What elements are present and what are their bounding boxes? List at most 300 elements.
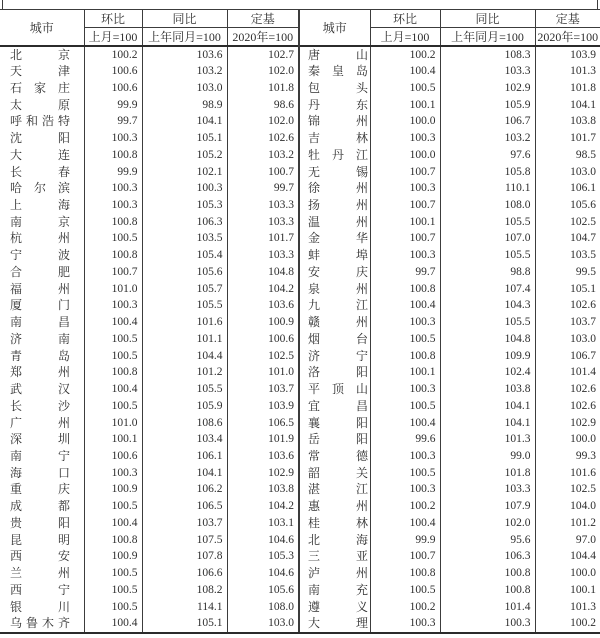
city-name: 兰 州 [10,566,70,581]
city-cell [0,79,84,96]
city-name: 长 春 [10,164,70,179]
city-cell [300,63,370,80]
yoy-value-cell: 104.8 [440,330,535,347]
city-name: 长 沙 [10,398,70,413]
yoy-value-cell: 105.9 [142,397,227,414]
price-table-right [300,10,600,632]
yoy-value-cell: 104.1 [142,113,227,130]
city-cell [300,314,370,331]
header-yoy: 同比 [440,10,535,28]
fixed-value-cell: 104.0 [570,500,596,513]
city-cell [0,548,84,565]
table-row [0,280,298,297]
city-cell [300,163,370,180]
table-row [300,531,600,548]
mom-value-cell: 100.8 [84,531,142,548]
city-name: 扬 州 [308,197,368,212]
table-row [300,431,600,448]
city-cell [300,297,370,314]
city-cell [0,130,84,147]
header-city: 城市 [0,10,84,46]
header-row-1 [300,10,600,28]
city-cell [300,330,370,347]
fixed-value-cell: 102.6 [268,132,294,145]
yoy-value-cell: 104.4 [142,347,227,364]
fixed-value-cell: 104.6 [268,533,294,546]
table-row [300,247,600,264]
city-name: 上 海 [10,197,70,212]
fixed-value-cell: 101.3 [570,65,596,78]
yoy-value-cell: 106.5 [142,498,227,515]
table-row [300,498,600,515]
header-row-1 [0,10,298,28]
fixed-value-cell: 103.9 [268,399,294,412]
header-mom-base: 上月=100 [84,28,142,47]
yoy-value-cell: 104.3 [440,297,535,314]
city-cell [0,146,84,163]
fixed-value-cell: 98.6 [273,98,294,111]
fixed-value-cell: 103.0 [570,165,596,178]
fixed-value-cell: 102.5 [268,349,294,362]
city-name: 唐 山 [308,47,368,62]
mom-value-cell: 100.6 [84,79,142,96]
yoy-value-cell: 108.3 [440,46,535,63]
fixed-value-cell: 105.1 [570,282,596,295]
city-name: 洛 阳 [308,365,368,380]
yoy-value-cell: 101.3 [440,431,535,448]
fixed-value-cell: 101.3 [570,600,596,613]
city-cell [0,297,84,314]
table-row [300,96,600,113]
mom-value-cell: 100.0 [370,113,440,130]
city-cell [0,397,84,414]
table-row [0,230,298,247]
yoy-value-cell: 104.1 [440,397,535,414]
city-name: 温 州 [308,214,368,229]
yoy-value-cell: 105.3 [142,197,227,214]
yoy-value-cell: 106.7 [440,113,535,130]
yoy-value-cell: 108.6 [142,414,227,431]
mom-value-cell: 100.7 [370,197,440,214]
table-row [300,297,600,314]
table-row [0,414,298,431]
fixed-value-cell: 105.6 [268,583,294,596]
city-cell [0,197,84,214]
city-name: 包 头 [308,80,368,95]
yoy-value-cell: 105.8 [440,163,535,180]
yoy-value-cell: 101.4 [440,598,535,615]
mom-value-cell: 100.6 [84,448,142,465]
price-table-left [0,10,298,632]
city-cell [0,280,84,297]
mom-value-cell: 100.8 [84,364,142,381]
mom-value-cell: 100.3 [84,297,142,314]
table-row [0,448,298,465]
fixed-value-cell: 103.7 [268,383,294,396]
city-name: 南 京 [10,214,70,229]
city-cell [300,548,370,565]
yoy-value-cell: 98.8 [440,264,535,281]
city-cell [300,582,370,599]
mom-value-cell: 100.9 [84,481,142,498]
header-city: 城市 [300,10,370,46]
city-name: 合 肥 [10,264,70,279]
fixed-value-cell: 100.0 [570,433,596,446]
fixed-value-cell: 104.2 [268,282,294,295]
city-cell [0,531,84,548]
table-row [0,431,298,448]
mom-value-cell: 100.4 [370,297,440,314]
table-row [300,565,600,582]
fixed-value-cell: 102.0 [268,115,294,128]
yoy-value-cell: 105.5 [440,314,535,331]
mom-value-cell: 100.5 [84,397,142,414]
mom-value-cell: 100.5 [84,498,142,515]
mom-value-cell: 100.1 [370,213,440,230]
header-mom-base: 上月=100 [370,28,440,47]
table-row [0,397,298,414]
mom-value-cell: 100.3 [370,481,440,498]
table-row [0,565,298,582]
city-cell [0,96,84,113]
city-name: 沈 阳 [10,131,70,146]
table-row [0,381,298,398]
city-cell [0,615,84,632]
city-cell [300,481,370,498]
city-cell [300,230,370,247]
fixed-value-cell: 104.2 [268,500,294,513]
fixed-value-cell: 102.9 [570,416,596,429]
yoy-value-cell: 105.1 [142,130,227,147]
city-name: 泸 州 [308,566,368,581]
mom-value-cell: 100.2 [84,46,142,63]
header-yoy: 同比 [142,10,227,28]
yoy-value-cell: 102.1 [142,163,227,180]
city-cell [300,113,370,130]
mom-value-cell: 100.5 [370,330,440,347]
city-name: 郑 州 [10,365,70,380]
fixed-value-cell: 104.4 [570,550,596,563]
mom-value-cell: 100.4 [84,381,142,398]
fixed-value-cell: 102.6 [570,383,596,396]
mom-value-cell: 100.1 [370,364,440,381]
fixed-value-cell: 101.8 [268,81,294,94]
city-name: 杭 州 [10,231,70,246]
city-name: 成 都 [10,499,70,514]
city-name: 昆 明 [10,532,70,547]
fixed-value-cell: 103.8 [570,115,596,128]
yoy-value-cell: 105.2 [142,146,227,163]
table-row [0,464,298,481]
city-name: 襄 阳 [308,415,368,430]
mom-value-cell: 100.4 [370,63,440,80]
city-name: 吉 林 [308,131,368,146]
fixed-value-cell: 100.7 [268,165,294,178]
yoy-value-cell: 101.8 [440,464,535,481]
city-cell [300,464,370,481]
table-row [0,63,298,80]
table-row [0,548,298,565]
yoy-value-cell: 106.3 [440,548,535,565]
yoy-value-cell: 104.1 [142,464,227,481]
city-cell [0,314,84,331]
city-name: 惠 州 [308,499,368,514]
mom-value-cell: 100.8 [84,213,142,230]
table-row [300,598,600,615]
city-name: 西 宁 [10,582,70,597]
fixed-value-cell: 103.3 [268,249,294,262]
fixed-value-cell: 101.8 [570,81,596,94]
city-name: 太 原 [10,97,70,112]
mom-value-cell: 100.5 [370,79,440,96]
city-name: 桂 林 [308,515,368,530]
city-cell [0,498,84,515]
city-name: 泉 州 [308,281,368,296]
yoy-value-cell: 103.0 [142,79,227,96]
mom-value-cell: 99.9 [370,531,440,548]
table-row [300,146,600,163]
fixed-value-cell: 102.7 [268,48,294,61]
mom-value-cell: 100.5 [84,347,142,364]
table-row [0,531,298,548]
table-row [0,582,298,599]
mom-value-cell: 100.2 [370,46,440,63]
yoy-value-cell: 100.8 [440,582,535,599]
fixed-value-cell: 103.7 [570,316,596,329]
city-cell [300,515,370,532]
city-price-index-tables [0,9,600,634]
yoy-value-cell: 103.4 [142,431,227,448]
city-cell [300,531,370,548]
mom-value-cell: 100.1 [370,96,440,113]
yoy-value-cell: 105.5 [142,297,227,314]
yoy-value-cell: 103.8 [440,381,535,398]
city-name: 徐 州 [308,181,368,196]
city-name: 烟 台 [308,331,368,346]
mom-value-cell: 100.5 [84,230,142,247]
city-name: 宜 昌 [308,398,368,413]
table-row [0,197,298,214]
city-cell [300,347,370,364]
yoy-value-cell: 103.7 [142,515,227,532]
yoy-value-cell: 114.1 [142,598,227,615]
mom-value-cell: 100.5 [370,397,440,414]
city-cell [0,364,84,381]
city-cell [300,247,370,264]
mom-value-cell: 100.8 [84,146,142,163]
fixed-value-cell: 103.1 [268,516,294,529]
city-cell [0,381,84,398]
city-cell [300,213,370,230]
fixed-value-cell: 100.6 [268,332,294,345]
table-row [300,548,600,565]
table-row [300,113,600,130]
city-name: 福 州 [10,281,70,296]
fixed-value-cell: 103.6 [268,449,294,462]
yoy-value-cell: 105.5 [440,213,535,230]
mom-value-cell: 100.6 [84,63,142,80]
city-cell [300,130,370,147]
yoy-value-cell: 103.3 [440,63,535,80]
fixed-value-cell: 106.7 [570,349,596,362]
yoy-value-cell: 100.3 [440,615,535,632]
mom-value-cell: 100.3 [370,615,440,632]
mom-value-cell: 100.7 [84,264,142,281]
table-row [0,598,298,615]
city-name: 南 充 [308,582,368,597]
mom-value-cell: 100.2 [370,498,440,515]
table-row [300,314,600,331]
mom-value-cell: 99.7 [370,264,440,281]
yoy-value-cell: 105.1 [142,615,227,632]
table-row [300,230,600,247]
mom-value-cell: 100.8 [370,565,440,582]
city-name: 宁 波 [10,248,70,263]
fixed-value-cell: 104.1 [570,98,596,111]
header-yoy-base: 上年同月=100 [440,28,535,47]
fixed-value-cell: 102.6 [570,299,596,312]
yoy-value-cell: 97.6 [440,146,535,163]
fixed-value-cell: 101.7 [268,232,294,245]
table-row [300,448,600,465]
yoy-value-cell: 101.6 [142,314,227,331]
mom-value-cell: 100.5 [370,464,440,481]
fixed-value-cell: 99.7 [273,182,294,195]
city-name: 常 德 [308,448,368,463]
yoy-value-cell: 100.3 [142,180,227,197]
city-name: 西 安 [10,549,70,564]
table-row [0,314,298,331]
mom-value-cell: 100.5 [84,582,142,599]
table-row [300,481,600,498]
header-mom: 环比 [84,10,142,28]
city-name: 牡 丹 江 [308,147,368,162]
table-row [300,364,600,381]
table-row [300,397,600,414]
fixed-value-cell: 102.5 [570,215,596,228]
fixed-value-cell: 100.9 [268,316,294,329]
fixed-value-cell: 101.2 [570,516,596,529]
city-cell [0,481,84,498]
city-cell [300,381,370,398]
city-cell [300,264,370,281]
table-row [300,63,600,80]
city-name: 海 口 [10,465,70,480]
table-row [300,163,600,180]
table-row [0,163,298,180]
fixed-value-cell: 101.6 [570,466,596,479]
mom-value-cell: 100.3 [84,180,142,197]
city-name: 哈 尔 滨 [10,181,70,196]
table-row [300,197,600,214]
mom-value-cell: 100.4 [370,515,440,532]
yoy-value-cell: 106.2 [142,481,227,498]
city-name: 天 津 [10,64,70,79]
mom-value-cell: 100.7 [370,163,440,180]
fixed-value-cell: 103.6 [268,299,294,312]
mom-value-cell: 100.3 [370,180,440,197]
city-name: 南 宁 [10,448,70,463]
table-row [300,414,600,431]
yoy-value-cell: 104.1 [440,414,535,431]
city-name: 大 连 [10,147,70,162]
mom-value-cell: 100.5 [84,598,142,615]
fixed-value-cell: 106.5 [268,416,294,429]
yoy-value-cell: 103.2 [440,130,535,147]
city-cell [300,146,370,163]
mom-value-cell: 100.1 [84,431,142,448]
city-name: 三 亚 [308,549,368,564]
table-row [0,330,298,347]
yoy-value-cell: 102.4 [440,364,535,381]
city-name: 丹 东 [308,97,368,112]
city-name: 北 海 [308,532,368,547]
city-name: 赣 州 [308,315,368,330]
fixed-value-cell: 103.5 [570,249,596,262]
city-cell [0,431,84,448]
mom-value-cell: 100.3 [370,247,440,264]
yoy-value-cell: 102.9 [440,79,535,96]
fixed-value-cell: 97.0 [575,533,596,546]
fixed-value-cell: 102.6 [570,399,596,412]
mom-value-cell: 100.3 [370,381,440,398]
yoy-value-cell: 109.9 [440,347,535,364]
city-cell [300,96,370,113]
city-cell [300,615,370,632]
city-cell [300,598,370,615]
table-row [0,96,298,113]
fixed-value-cell: 103.8 [268,483,294,496]
yoy-value-cell: 100.8 [440,565,535,582]
city-name: 济 南 [10,331,70,346]
table-row [300,264,600,281]
city-cell [300,397,370,414]
fixed-value-cell: 103.2 [268,148,294,161]
city-name: 银 川 [10,599,70,614]
table-row [300,280,600,297]
city-cell [300,364,370,381]
city-cell [0,414,84,431]
city-name: 平 顶 山 [308,382,368,397]
mom-value-cell: 100.4 [84,314,142,331]
fixed-value-cell: 105.3 [268,550,294,563]
yoy-value-cell: 107.5 [142,531,227,548]
mom-value-cell: 100.3 [84,130,142,147]
fixed-value-cell: 102.9 [268,466,294,479]
fixed-value-cell: 102.5 [570,483,596,496]
city-cell [0,330,84,347]
city-name: 秦 皇 岛 [308,64,368,79]
city-name: 安 庆 [308,264,368,279]
table-row [300,79,600,96]
city-name: 深 圳 [10,432,70,447]
table-row [0,146,298,163]
city-cell [300,180,370,197]
mom-value-cell: 100.5 [370,582,440,599]
table-row [0,515,298,532]
mom-value-cell: 100.4 [84,615,142,632]
table-row [0,113,298,130]
city-name: 岳 阳 [308,432,368,447]
mom-value-cell: 100.3 [84,464,142,481]
yoy-value-cell: 105.9 [440,96,535,113]
city-cell [0,230,84,247]
city-cell [0,213,84,230]
fixed-value-cell: 101.7 [570,132,596,145]
yoy-value-cell: 101.1 [142,330,227,347]
table-row [0,79,298,96]
city-cell [300,431,370,448]
